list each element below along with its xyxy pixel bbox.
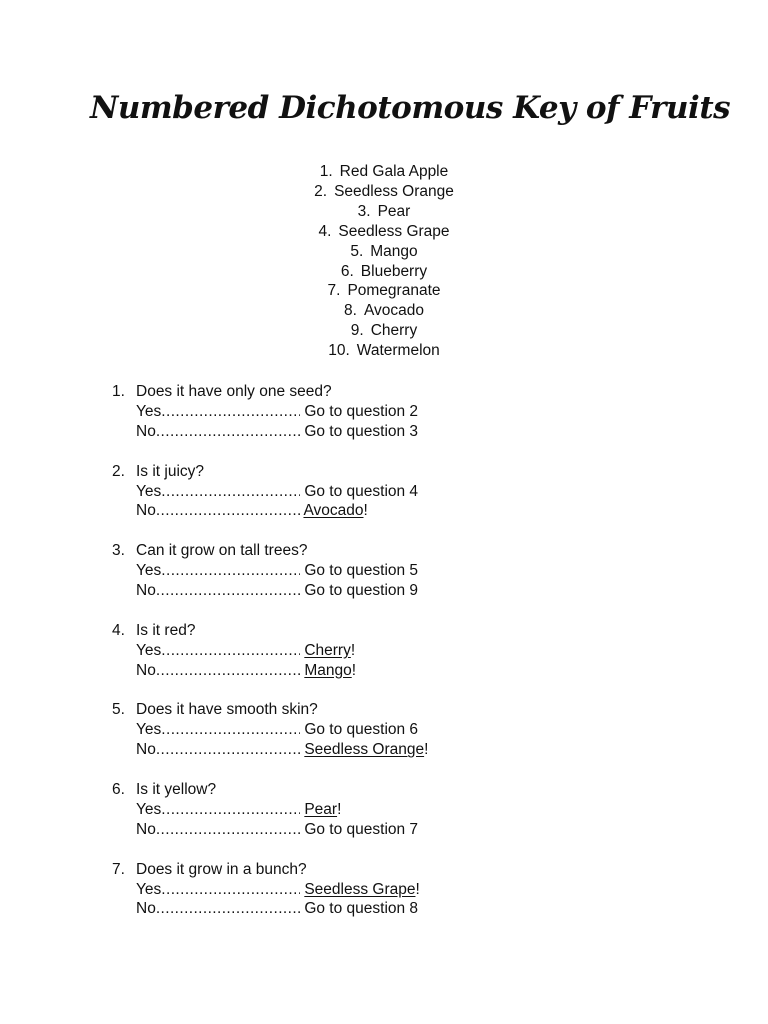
choice-label-text: No bbox=[136, 422, 156, 440]
yes-choice bbox=[112, 482, 672, 502]
fruit-number: 7. bbox=[327, 282, 341, 300]
yes-choice bbox=[112, 641, 672, 661]
choice-label-text: Yes bbox=[136, 562, 162, 580]
exclamation-mark: ! bbox=[415, 880, 420, 898]
question-heading bbox=[112, 860, 672, 880]
fruit-name: Seedless Grape bbox=[338, 222, 450, 240]
goto-target: Go to question 7 bbox=[304, 820, 419, 838]
question-number: 4. bbox=[112, 621, 125, 639]
key-question bbox=[112, 541, 672, 601]
no-choice bbox=[112, 501, 672, 521]
question-text: Is it juicy? bbox=[136, 462, 205, 480]
fruit-number: 6. bbox=[340, 262, 354, 280]
exclamation-mark: ! bbox=[337, 800, 342, 818]
fruit-name: Seedless Orange bbox=[334, 182, 454, 200]
fruit-list-item bbox=[0, 182, 768, 202]
fruit-list-item bbox=[0, 301, 768, 321]
yes-choice bbox=[112, 720, 672, 740]
fruit-list-item bbox=[0, 262, 768, 282]
choice-label-text: Yes bbox=[136, 641, 162, 659]
fruit-name: Watermelon bbox=[356, 342, 440, 360]
fruit-list-item bbox=[0, 341, 768, 361]
page-title: Numbered Dichotomous Key of Fruits bbox=[90, 90, 731, 126]
question-text: Is it red? bbox=[136, 621, 196, 639]
key-question bbox=[112, 860, 672, 920]
answer-link[interactable]: Seedless Grape bbox=[304, 880, 416, 898]
goto-target: Go to question 4 bbox=[304, 482, 419, 500]
question-number: 6. bbox=[112, 781, 125, 799]
answer-link[interactable]: Avocado bbox=[303, 502, 364, 520]
choice-label bbox=[136, 482, 300, 502]
exclamation-mark: ! bbox=[363, 502, 368, 520]
choice-label-text: No bbox=[136, 661, 156, 679]
goto-target: Go to question 6 bbox=[304, 721, 419, 739]
choice-label-text: Yes bbox=[136, 482, 162, 500]
choice-label bbox=[136, 561, 300, 581]
no-choice bbox=[112, 422, 672, 442]
fruit-name: Avocado bbox=[363, 302, 424, 320]
question-number: 7. bbox=[112, 860, 125, 878]
yes-choice bbox=[112, 800, 672, 820]
key-question bbox=[112, 621, 672, 681]
dichotomous-key bbox=[112, 382, 672, 939]
question-text: Can it grow on tall trees? bbox=[136, 542, 308, 560]
fruit-list-item bbox=[0, 222, 768, 242]
no-choice bbox=[112, 740, 672, 760]
choice-label bbox=[136, 661, 300, 681]
choice-label-text: Yes bbox=[136, 800, 162, 818]
choice-label-text: No bbox=[136, 900, 156, 918]
answer-link[interactable]: Mango bbox=[304, 661, 352, 679]
yes-choice bbox=[112, 561, 672, 581]
choice-label bbox=[136, 740, 300, 760]
choice-label bbox=[136, 581, 300, 601]
question-heading bbox=[112, 462, 672, 482]
choice-label-text: Yes bbox=[136, 880, 162, 898]
goto-target: Go to question 3 bbox=[304, 422, 419, 440]
fruit-number: 9. bbox=[350, 322, 364, 340]
question-heading bbox=[112, 541, 672, 561]
fruit-number: 2. bbox=[314, 182, 328, 200]
no-choice bbox=[112, 581, 672, 601]
no-choice bbox=[112, 820, 672, 840]
choice-label bbox=[136, 820, 300, 840]
choice-label-text: No bbox=[136, 502, 156, 520]
choice-label-text: Yes bbox=[136, 402, 162, 420]
question-heading bbox=[112, 621, 672, 641]
choice-label-text: No bbox=[136, 741, 156, 759]
answer-link[interactable]: Pear bbox=[304, 800, 338, 818]
question-text: Does it have only one seed? bbox=[136, 383, 332, 400]
fruit-list-item bbox=[0, 281, 768, 301]
key-question bbox=[112, 780, 672, 840]
choice-label-text: No bbox=[136, 820, 156, 838]
question-text: Does it have smooth skin? bbox=[136, 701, 318, 719]
exclamation-mark: ! bbox=[350, 641, 356, 659]
question-heading bbox=[112, 382, 672, 402]
goto-target: Go to question 9 bbox=[304, 582, 419, 600]
yes-choice bbox=[112, 402, 672, 422]
question-number: 3. bbox=[112, 542, 125, 560]
choice-label-text: Yes bbox=[136, 721, 162, 739]
goto-target: Go to question 8 bbox=[304, 900, 419, 918]
choice-label bbox=[136, 422, 300, 442]
choice-label bbox=[136, 800, 300, 820]
question-number: 5. bbox=[112, 701, 125, 719]
goto-target: Go to question 5 bbox=[304, 562, 419, 580]
fruit-name: Mango bbox=[370, 242, 418, 260]
fruit-list-item bbox=[0, 162, 768, 182]
exclamation-mark: ! bbox=[424, 741, 429, 759]
goto-target: Go to question 2 bbox=[304, 402, 419, 420]
exclamation-mark: ! bbox=[351, 661, 357, 679]
choice-label bbox=[136, 720, 300, 740]
fruit-list bbox=[0, 162, 768, 361]
key-question bbox=[112, 382, 672, 442]
question-number: 2. bbox=[112, 462, 125, 480]
choice-label bbox=[136, 501, 300, 521]
key-question bbox=[112, 462, 672, 522]
choice-label bbox=[136, 402, 300, 422]
choice-label bbox=[136, 641, 300, 661]
choice-label bbox=[136, 880, 300, 900]
question-text: Is it yellow? bbox=[136, 781, 217, 799]
fruit-name: Red Gala Apple bbox=[339, 163, 449, 180]
question-heading bbox=[112, 700, 672, 720]
fruit-list-item bbox=[0, 202, 768, 222]
fruit-name: Pomegranate bbox=[347, 282, 441, 300]
choice-label-text: No bbox=[136, 582, 156, 600]
answer-link[interactable]: Seedless Orange bbox=[304, 741, 425, 759]
fruit-name: Cherry bbox=[370, 322, 418, 340]
fruit-list-item bbox=[0, 242, 768, 262]
no-choice bbox=[112, 899, 672, 919]
question-heading bbox=[112, 780, 672, 800]
question-number: 1. bbox=[112, 383, 125, 400]
no-choice bbox=[112, 661, 672, 681]
fruit-name: Blueberry bbox=[360, 262, 428, 280]
question-text: Does it grow in a bunch? bbox=[136, 860, 307, 878]
fruit-number: 10. bbox=[328, 342, 350, 360]
fruit-number: 3. bbox=[357, 202, 371, 220]
fruit-list-item bbox=[0, 321, 768, 341]
fruit-number: 4. bbox=[318, 222, 332, 240]
answer-link[interactable]: Cherry bbox=[304, 641, 351, 659]
choice-label bbox=[136, 899, 300, 919]
yes-choice bbox=[112, 880, 672, 900]
fruit-number: 1. bbox=[319, 163, 333, 180]
fruit-name: Pear bbox=[377, 202, 411, 220]
fruit-number: 5. bbox=[350, 242, 364, 260]
fruit-number: 8. bbox=[344, 302, 357, 320]
key-question bbox=[112, 700, 672, 760]
